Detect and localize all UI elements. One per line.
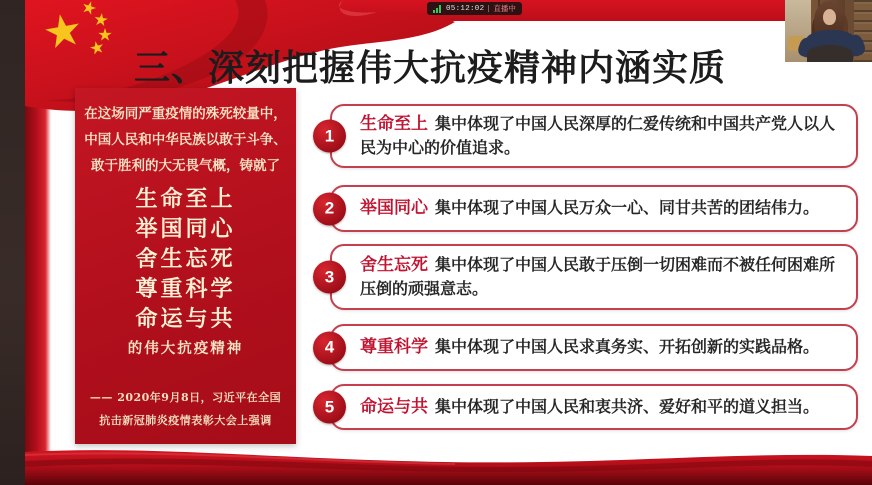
item-description: 集中体现了中国人民求真务实、开拓创新的实践品格。 <box>435 339 820 357</box>
quote-citation-line: —— 2020年9月8日，习近平在全国 <box>89 391 282 404</box>
participant-video-tile[interactable] <box>785 0 872 62</box>
stream-timer: 05:12:02 <box>446 4 485 13</box>
item-number-badge: 2 <box>313 192 346 225</box>
quote-intro <box>84 101 287 179</box>
item-text <box>360 196 819 221</box>
slide-title: 三、深刻把握伟大抗疫精神内涵实质 <box>133 47 726 88</box>
quote-panel <box>75 88 296 444</box>
spirit-phrase: 生命至上 <box>135 186 236 212</box>
ribbon-decoration <box>25 445 872 485</box>
quote-suffix: 的伟大抗疫精神 <box>127 340 244 357</box>
spirit-item-1 <box>324 104 858 168</box>
stream-status-pill <box>427 2 522 15</box>
spirit-item-2 <box>324 185 858 232</box>
quote-citation <box>90 386 281 432</box>
spirit-phrase: 举国同心 <box>135 216 236 242</box>
item-description: 集中体现了中国人民敢于压倒一切困难而不被任何困难所压倒的顽强意志。 <box>360 257 836 298</box>
spirit-phrase: 尊重科学 <box>135 276 236 302</box>
item-keyword: 舍生忘死 <box>360 255 428 275</box>
item-number-badge: 5 <box>313 391 346 424</box>
item-keyword: 生命至上 <box>360 114 428 134</box>
spirit-item-4 <box>324 324 858 371</box>
quote-intro-line: 中国人民和中华民族以敢于斗争、 <box>84 132 287 148</box>
quote-intro-line: 在这场同严重疫情的殊死较量中， <box>84 106 287 122</box>
spirit-item-5 <box>324 384 858 430</box>
spirit-item-3 <box>324 244 858 310</box>
quote-citation-line: 抗击新冠肺炎疫情表彰大会上强调 <box>99 414 272 427</box>
spirit-phrase: 舍生忘死 <box>135 246 236 272</box>
webcam-desk <box>807 45 853 62</box>
item-text <box>360 395 819 420</box>
item-text <box>360 335 819 360</box>
item-keyword: 命运与共 <box>360 396 428 416</box>
quote-intro-line: 敢于胜利的大无畏气概，铸就了 <box>91 158 280 174</box>
item-text <box>360 253 844 301</box>
participant-face <box>823 9 836 25</box>
item-keyword: 尊重科学 <box>360 337 428 357</box>
signal-icon <box>433 5 442 13</box>
item-description: 集中体现了中国人民万众一心、同甘共苦的团结伟力。 <box>435 200 820 218</box>
item-number-badge: 3 <box>313 261 346 294</box>
item-description: 集中体现了中国人民深厚的仁爱传统和中国共产党人以人民为中心的价值追求。 <box>360 116 836 157</box>
item-text <box>360 112 844 160</box>
pill-divider <box>488 5 489 12</box>
item-number-badge: 1 <box>313 120 346 153</box>
stream-status-label: 直播中 <box>493 4 516 13</box>
item-number-badge: 4 <box>313 331 346 364</box>
spirit-phrase-list <box>135 184 235 334</box>
letterbox-strip <box>0 0 25 485</box>
item-description: 集中体现了中国人民和衷共济、爱好和平的道义担当。 <box>435 398 820 416</box>
item-keyword: 举国同心 <box>360 198 428 218</box>
spirit-phrase: 命运与共 <box>135 306 236 332</box>
